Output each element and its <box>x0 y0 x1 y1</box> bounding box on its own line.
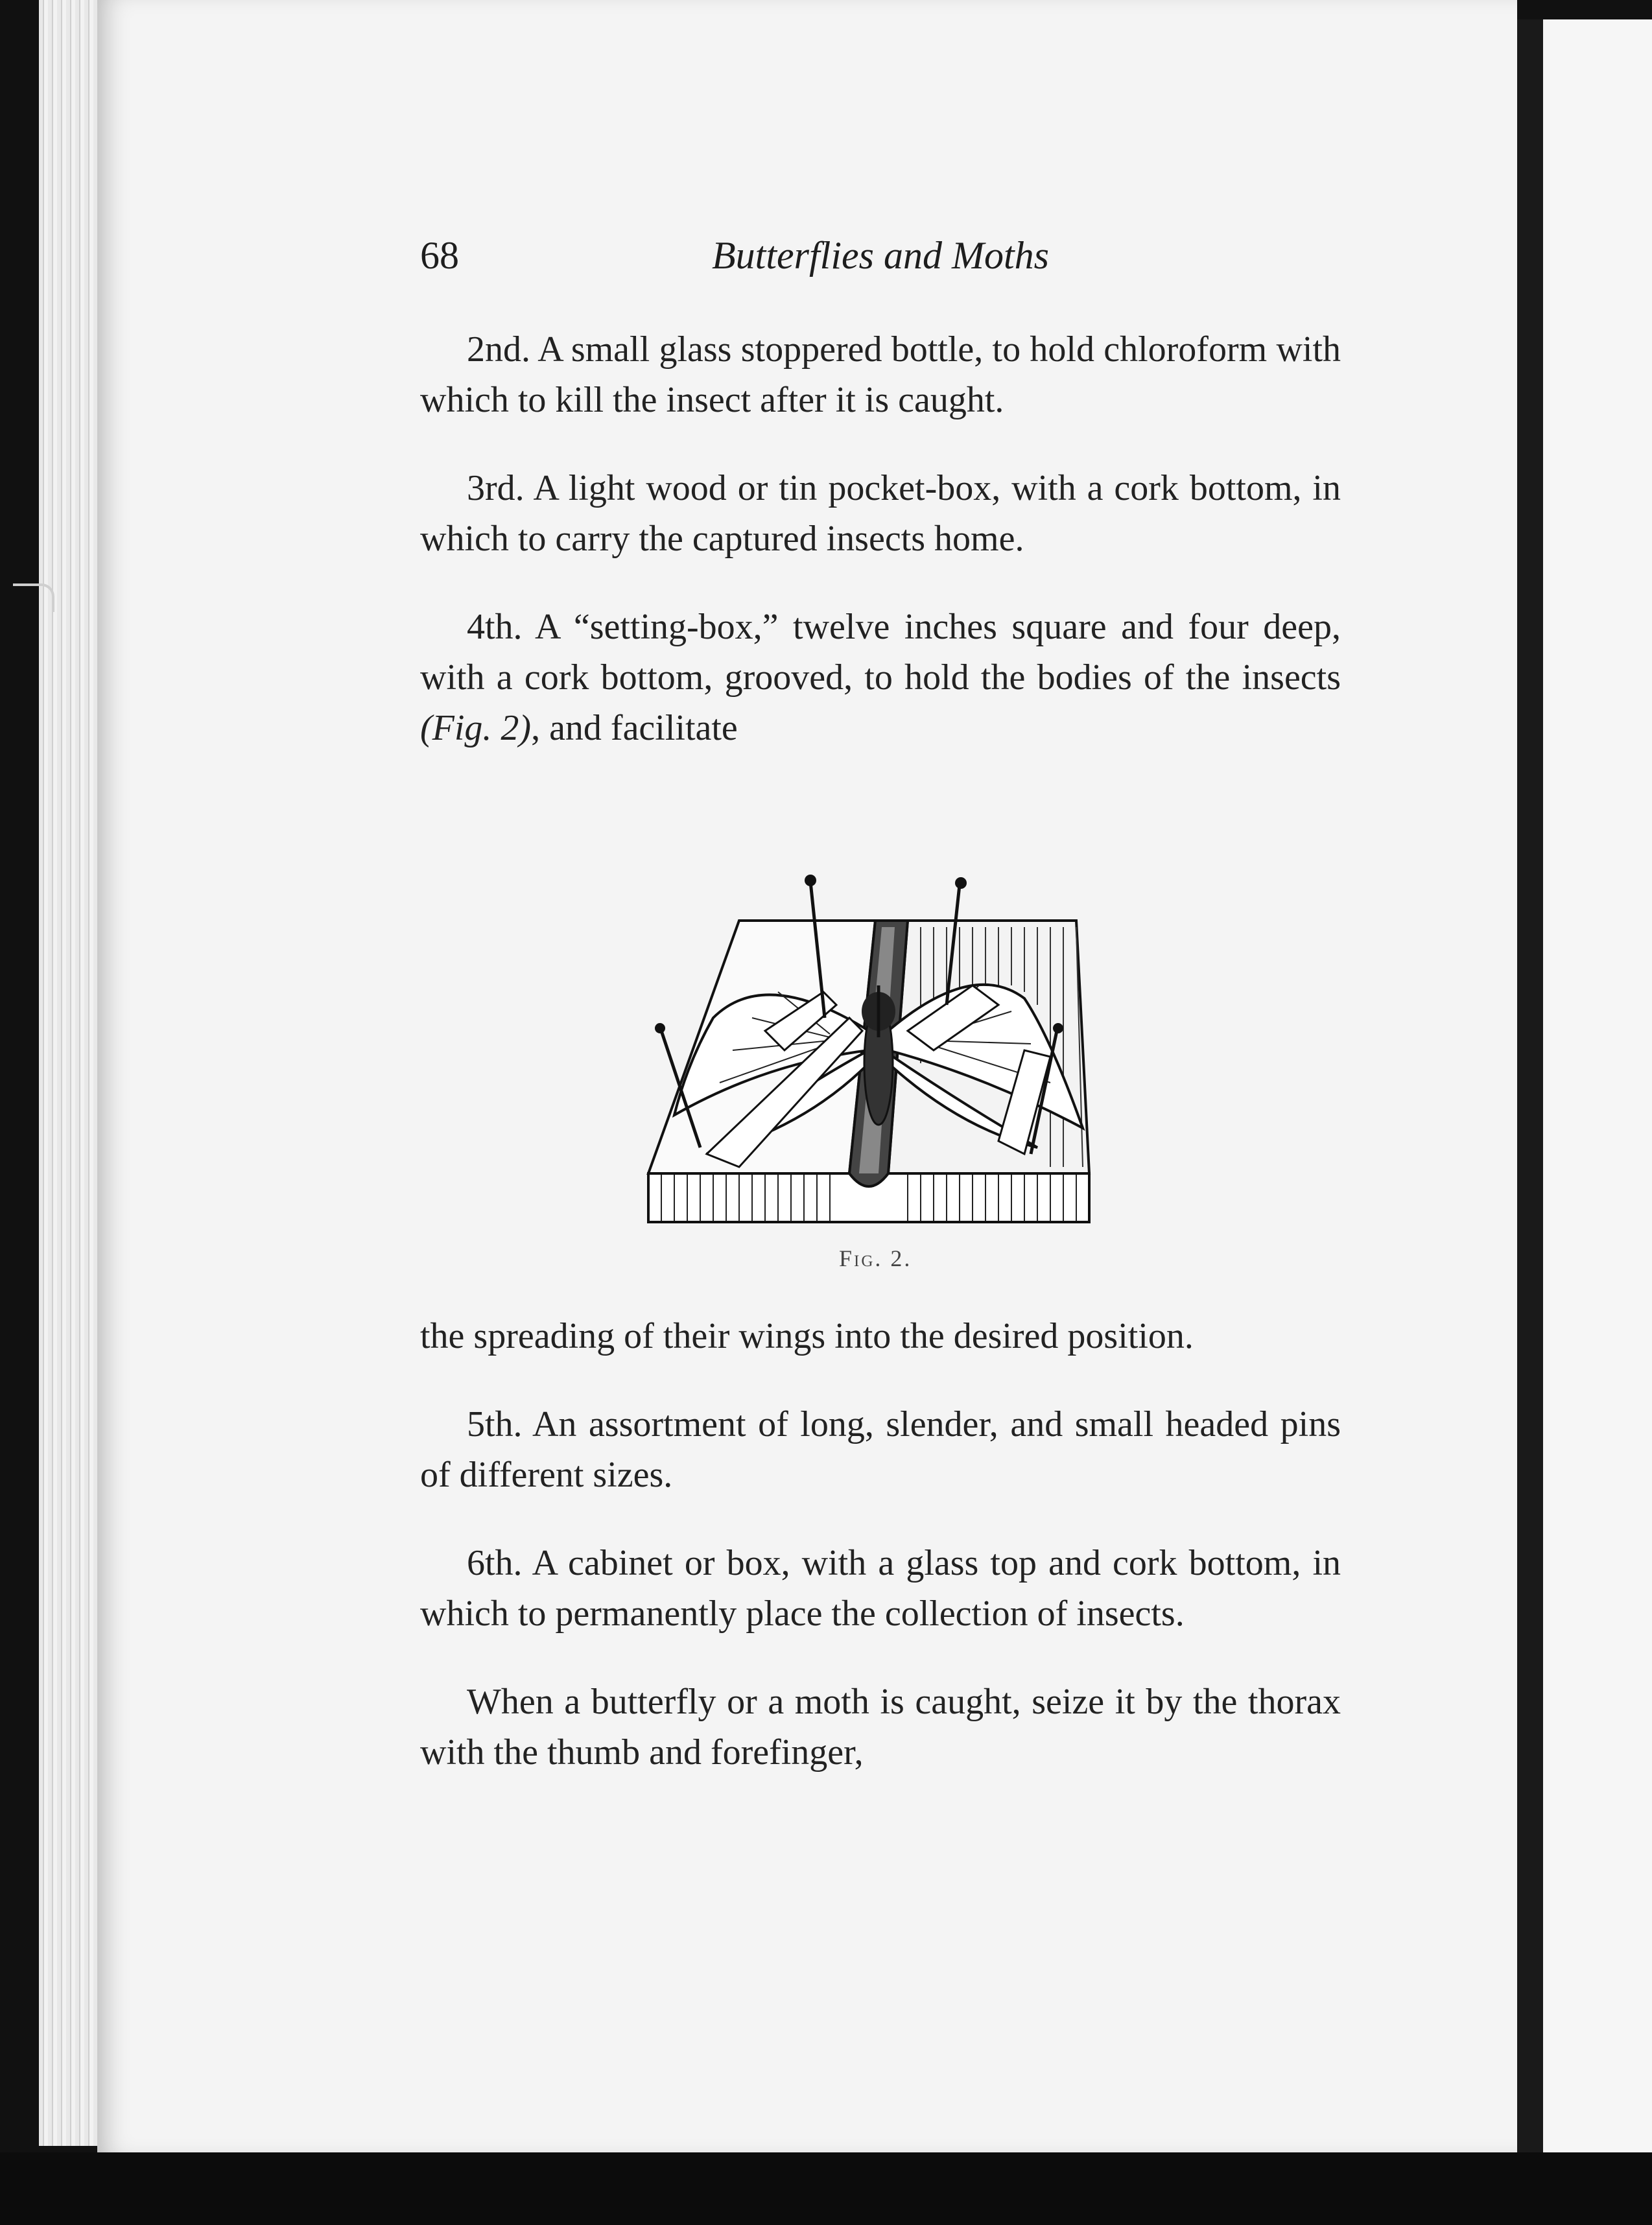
paragraph-4th-mid: , and facilitate <box>531 708 738 748</box>
figure-caption: Fig. 2. <box>839 1245 912 1271</box>
text-block-bottom <box>420 1311 1341 1778</box>
running-title: Butterflies and Moths <box>712 234 1049 277</box>
scan-background <box>0 2152 1652 2225</box>
paragraph-6th: 6th. A cabinet or box, with a glass top and cork bottom, in which to permanently place the collection of insects. <box>420 1543 1341 1634</box>
page-header <box>420 233 1341 292</box>
paragraph-3rd: 3rd. A light wood or tin pocket-box, with a cork bottom, in which to carry the captured insects home. <box>420 468 1341 559</box>
paragraph-when-caught: When a butterfly or a moth is caught, seize it by the thorax with the thumb and forefinger, <box>420 1682 1341 1772</box>
paragraph-2nd: 2nd. A small glass stoppered bottle, to hold chloroform with which to kill the insect after it is caught. <box>420 329 1341 420</box>
paragraph-5th: 5th. An assortment of long, slender, and small headed pins of different sizes. <box>420 1404 1341 1495</box>
page-number: 68 <box>420 234 459 277</box>
scan-artifact <box>13 583 54 612</box>
text-block-top <box>420 324 1341 753</box>
book-gutter <box>1517 19 1543 2152</box>
figure-reference: (Fig. 2) <box>420 708 532 748</box>
paragraph-4th <box>420 602 1341 753</box>
setting-box-illustration <box>635 869 1115 1245</box>
facing-page-edge <box>1543 19 1652 2159</box>
paragraph-4th-continued: the spreading of their wings into the desired position. <box>420 1316 1194 1356</box>
paragraph-4th-start: 4th. A “setting-box,” twelve inches square and four deep, with a cork bottom, grooved, to hold the bodies of the insects <box>420 607 1341 698</box>
